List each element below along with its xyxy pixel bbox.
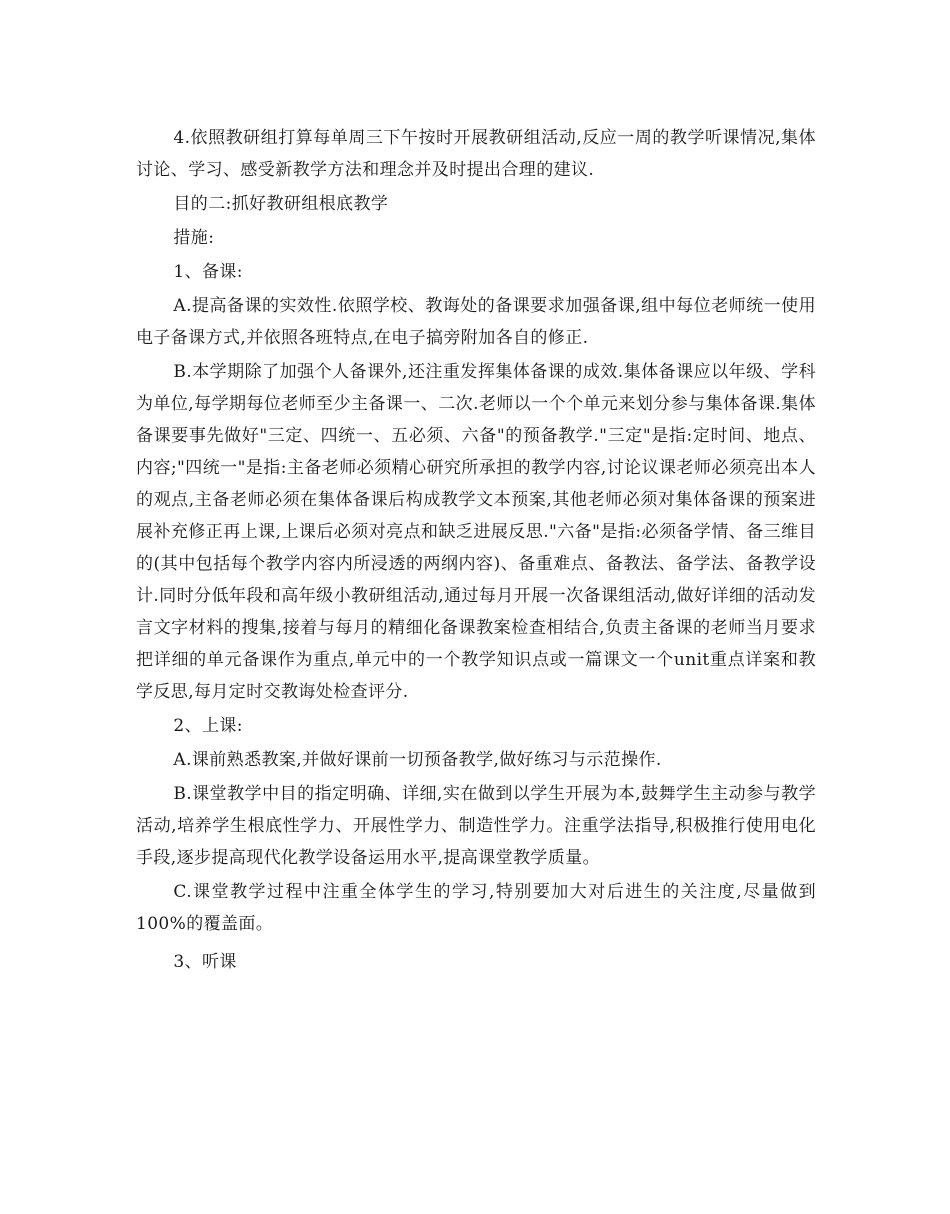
section-heading-observation: 3、听课 <box>173 952 237 972</box>
paragraph-teaching-b: B.课堂教学中目的指定明确、详细,实在做到以学生开展为本,鼓舞学生主动参与教学活动,培养学生根底性学力、开展性学力、制造性学力。注重学法指导,积极推行使用电化手段,逐步提高现代化教学设备运用水平,提高课堂教学质量。 <box>136 784 816 868</box>
paragraph-prep-a: A.提高备课的实效性.依照学校、教诲处的备课要求加强备课,组中每位老师统一使用电子备课方式,并依照各班特点,在电子搞旁附加各自的修正. <box>136 296 816 348</box>
goal-two-heading: 目的二:抓好教研组根底教学 <box>173 194 389 214</box>
paragraph-prep-b: B.本学期除了加强个人备课外,还注重发挥集体备课的成效.集体备课应以年级、学科为单位,每学期每位老师至少主备课一、二次.老师以一个个单元来划分参与集体备课.集体备课要事先做好"三定、四统一、五必须、六备"的预备教学."三定"是指:定时间、地点、内容;"四统一"是指:主备老师必须精心研究所承担的教学内容,讨论议课老师必须亮出本人的观点,主备老师必须在集体备课后构成教学文本预案,其他老师必须对集体备课的预案进展补充修正再上课,上课后必须对亮点和缺乏进展反思."六备"是指:必须备学情、备三维目的(其中包括每个教学内容内所浸透的两纲内容)、备重难点、备教法、备学法、备教学设计.同时分低年段和高年级小教研组活动,通过每月开展一次备课组活动,做好详细的活动发言文字材料的搜集,接着与每月的精细化备课教案检查相结合,负责主备课的老师当月要求把详细的单元备课作为重点,单元中的一个教学知识点或一篇课文一个unit重点详案和教学反思,每月定时交教诲处检查评分. <box>136 362 816 702</box>
document-body <box>136 122 816 978</box>
paragraph-teaching-a: A.课前熟悉教案,并做好课前一切预备教学,做好练习与示范操作. <box>173 750 662 770</box>
section-heading-lesson-prep: 1、备课: <box>173 262 243 282</box>
paragraph-teaching-c: C.课堂教学过程中注重全体学生的学习,特别要加大对后进生的关注度,尽量做到100%的覆盖面。 <box>136 882 816 934</box>
paragraph-item-4: 4.依照教研组打算每单周三下午按时开展教研组活动,反应一周的教学听课情况,集体讨论、学习、感受新教学方法和理念并及时提出合理的建议. <box>136 128 816 180</box>
section-heading-teaching: 2、上课: <box>173 716 243 736</box>
measures-heading: 措施: <box>173 228 215 248</box>
